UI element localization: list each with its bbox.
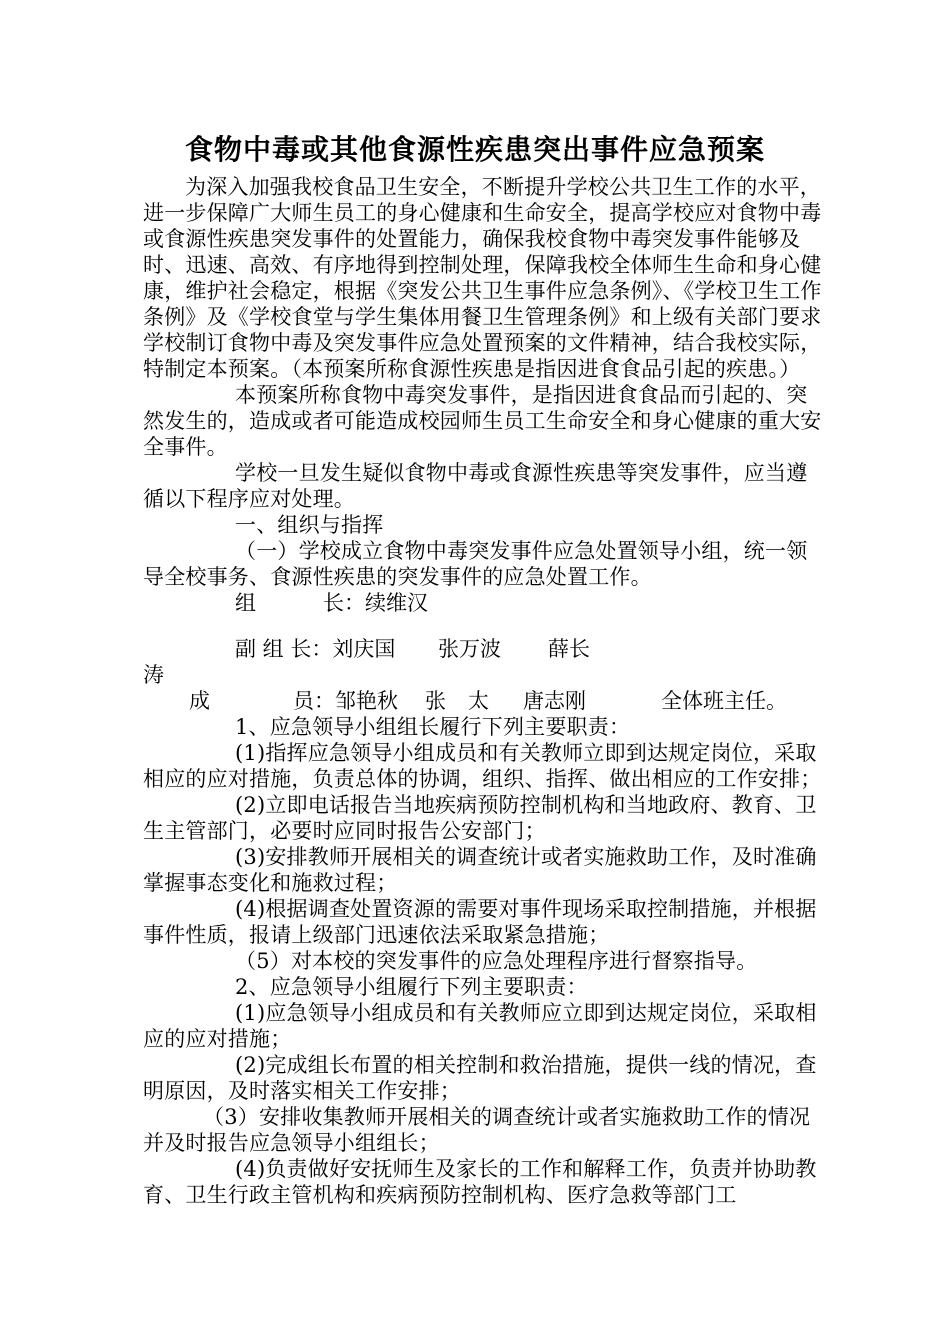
duties1-item-3: (3)安排教师开展相关的调查统计或者实施救助工作，及时准确掌握事态变化和施救过程； bbox=[143, 845, 817, 895]
duties2-item-2: (2)完成组长布置的相关控制和救治措施，提供一线的情况，查明原因，及时落实相关工作安排； bbox=[143, 1053, 817, 1103]
members-label-b: 员：邹艳秋 bbox=[293, 689, 398, 713]
members-label-a: 成 bbox=[189, 689, 210, 713]
duties1-item-5: （5）对本校的突发事件的应急处理程序进行督察指导。 bbox=[235, 949, 758, 973]
deputy-name-3-tail: 涛 bbox=[143, 663, 164, 687]
definition-paragraph: 本预案所称食物中毒突发事件，是指因进食食品而引起的、突然发生的，造成或者可能造成校园师生员工生命安全和身心健康的重大安全事件。 bbox=[143, 383, 822, 459]
duties2-heading: 2、应急领导小组履行下列主要职责： bbox=[235, 975, 588, 999]
leader-label-a: 组 bbox=[235, 591, 256, 615]
duties1-item-1: (1)指挥应急领导小组成员和有关教师立即到达规定岗位，采取相应的应对措施，负责总体的协调，组织、指挥、做出相应的工作安排； bbox=[143, 741, 822, 791]
leader-label-b: 长：续维汉 bbox=[323, 591, 428, 615]
duties2-item-1: (1)应急领导小组成员和有关教师应立即到达规定岗位，采取相应的应对措施； bbox=[143, 1001, 817, 1051]
document-body bbox=[143, 174, 823, 1208]
leader-row bbox=[143, 590, 823, 616]
section-heading-organization: 一、组织与指挥 bbox=[235, 513, 384, 537]
member-name-tang: 唐志刚 bbox=[523, 689, 586, 713]
leadership-group-paragraph: （一）学校成立食物中毒突发事件应急处置领导小组，统一领导全校事务、食源性疾患的突发事件的应急处置工作。 bbox=[143, 539, 808, 589]
intro-paragraph: 为深入加强我校食品卫生安全，不断提升学校公共卫生工作的水平，进一步保障广大师生员工的身心健康和生命安全，提高学校应对食物中毒或食源性疾患突发事件的处置能力，确保我校食物中毒突发事件能够及时、迅速、高效、有序地得到控制处理，保障我校全体师生生命和身心健康，维护社会稳定，根据《突发公共卫生事件应急条例》、《学校卫生工作条例》及《学校食堂与学生集体用餐卫生管理条例》和上级有关部门要求学校制订食物中毒及突发事件应急处置预案的文件精神，结合我校实际，特制定本预案。（本预案所称食源性疾患是指因进食食品引起的疾患。） bbox=[143, 175, 822, 381]
deputy-label: 副 组 长：刘庆国 bbox=[235, 637, 396, 661]
duties1-heading: 1、应急领导小组组长履行下列主要职责： bbox=[235, 715, 631, 739]
deputy-name-3: 薛长 bbox=[548, 637, 590, 661]
deputy-wrap-row bbox=[143, 662, 823, 688]
document-title: 食物中毒或其他食源性疾患突出事件应急预案 bbox=[184, 133, 765, 166]
duties1-item-4: (4)根据调查处置资源的需要对事件现场采取控制措施，并根据事件性质，报请上级部门迅速依法采取紧急措施； bbox=[143, 897, 817, 947]
duties1-item-2: (2)立即电话报告当地疾病预防控制机构和当地政府、教育、卫生主管部门，必要时应同时报告公安部门； bbox=[143, 793, 817, 843]
member-name-zhang: 张 bbox=[425, 689, 446, 713]
member-name-tai: 太 bbox=[468, 689, 489, 713]
procedure-paragraph: 学校一旦发生疑似食物中毒或食源性疾患等突发事件，应当遵循以下程序应对处理。 bbox=[143, 461, 808, 511]
deputy-name-2: 张万波 bbox=[438, 637, 501, 661]
duties2-item-3: （3）安排收集教师开展相关的调查统计或者实施救助工作的情况并及时报告应急领导小组组长； bbox=[143, 1105, 811, 1155]
deputy-row bbox=[143, 636, 823, 662]
member-all-teachers: 全体班主任。 bbox=[661, 689, 787, 713]
duties2-item-4: (4)负责做好安抚师生及家长的工作和解释工作，负责并协助教育、卫生行政主管机构和疾病预防控制机构、医疗急救等部门工 bbox=[143, 1157, 817, 1207]
members-row bbox=[143, 688, 823, 714]
